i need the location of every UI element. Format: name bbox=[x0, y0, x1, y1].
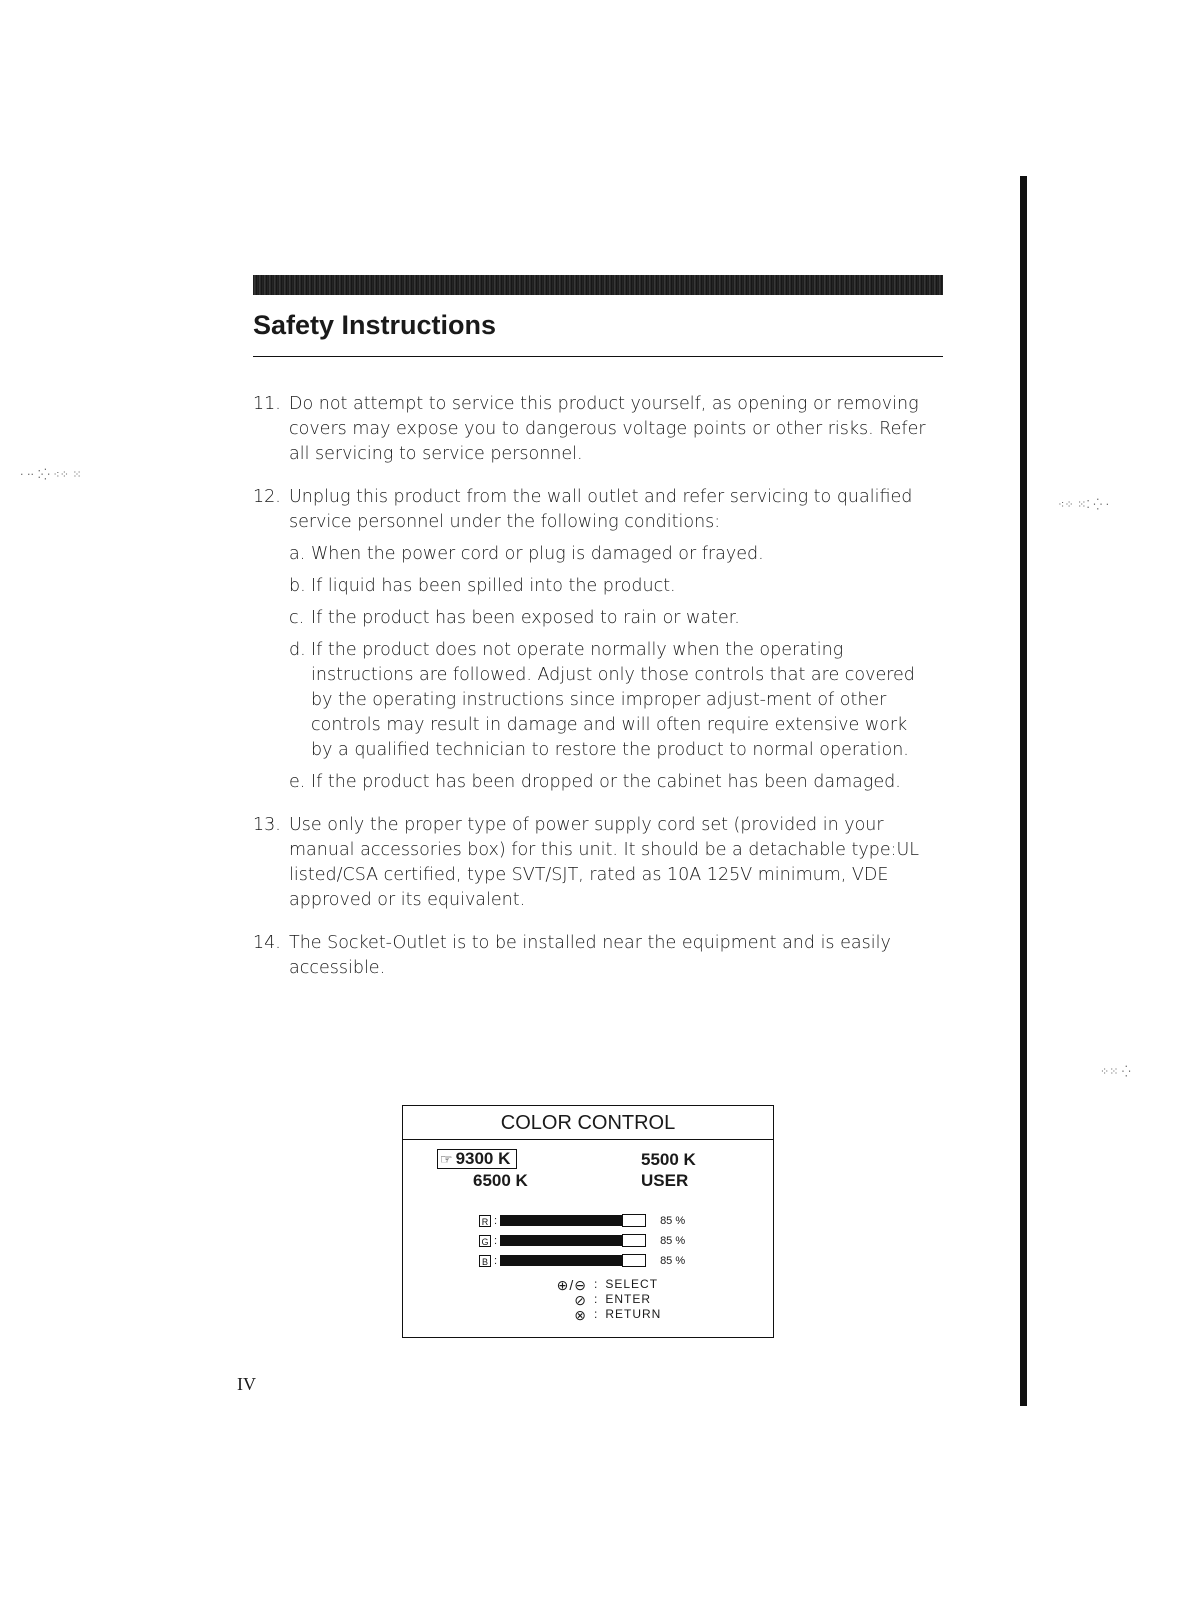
level-bar-handle bbox=[622, 1254, 646, 1267]
item-text: Use only the proper type of power supply cord set (provided in your manual accessories box) for this unit. It should be a detachable type:UL listed/CSA certified, type SVT/SJT, rated as 10A 125V minimum, VDE approved or its equivalent. bbox=[289, 815, 920, 910]
instruction-item bbox=[253, 392, 933, 467]
osd-option-user: USER bbox=[641, 1171, 689, 1190]
osd-option-6500k: 6500 K bbox=[473, 1171, 528, 1190]
osd-option-5500k: 5500 K bbox=[641, 1150, 696, 1169]
sub-item-text: If the product has been dropped or the cabinet has been damaged. bbox=[311, 772, 901, 792]
instruction-item bbox=[253, 485, 933, 795]
channel-row-green: G : 85 % bbox=[479, 1233, 685, 1248]
level-percent: 85 % bbox=[660, 1254, 686, 1267]
instructions-list bbox=[253, 392, 933, 999]
level-bar-handle bbox=[622, 1214, 646, 1227]
item-number: 14. bbox=[253, 933, 281, 953]
channel-row-blue: B : 85 % bbox=[479, 1253, 685, 1268]
sub-item bbox=[289, 542, 933, 567]
scan-binding-edge bbox=[1020, 176, 1027, 1406]
help-select: ⊕/⊖ : SELECT bbox=[523, 1277, 658, 1294]
sub-item-letter: b. bbox=[289, 576, 306, 596]
level-bar-fill bbox=[500, 1215, 624, 1226]
help-enter: ⊘ : ENTER bbox=[523, 1292, 651, 1309]
channel-label: B bbox=[479, 1255, 491, 1267]
channel-label: R bbox=[479, 1215, 491, 1227]
sub-item-letter: e. bbox=[289, 772, 306, 792]
sub-item-letter: a. bbox=[289, 544, 306, 564]
plus-minus-icon: ⊕/⊖ bbox=[556, 1277, 587, 1293]
hand-pointer-icon: ☞ bbox=[440, 1151, 453, 1167]
item-number: 11. bbox=[253, 394, 281, 414]
level-percent: 85 % bbox=[660, 1234, 686, 1247]
sub-item bbox=[289, 606, 933, 631]
item-number: 12. bbox=[253, 487, 281, 507]
item-text: Do not attempt to service this product yourself, as opening or removing covers may expose you to dangerous voltage points or other risks. Refer all servicing to service personnel. bbox=[289, 394, 926, 464]
page-title: Safety Instructions bbox=[253, 310, 497, 340]
sub-item-letter: d. bbox=[289, 640, 306, 660]
osd-option-9300k-selected: ☞ 9300 K bbox=[437, 1149, 517, 1169]
sub-item-text: If the product does not operate normally when the operating instructions are followed. Adjust only those controls that are covered by the operating instructions since improper adjust-ment of other controls may result in damage and will often require extensive work by a qualified technician to restore the product to normal operation. bbox=[311, 640, 915, 760]
help-return: ⊗ : RETURN bbox=[523, 1307, 661, 1324]
instruction-item bbox=[253, 813, 933, 913]
color-control-osd-diagram bbox=[402, 1105, 774, 1338]
title-divider bbox=[253, 356, 943, 357]
sub-item-text: If liquid has been spilled into the product. bbox=[311, 576, 676, 596]
level-bar-fill bbox=[500, 1235, 624, 1246]
page-number: IV bbox=[237, 1374, 256, 1394]
item-number: 13. bbox=[253, 815, 281, 835]
section-header-bar bbox=[253, 275, 943, 295]
sub-item-letter: c. bbox=[289, 608, 305, 628]
level-bar-handle bbox=[622, 1234, 646, 1247]
item-text: The Socket-Outlet is to be installed near the equipment and is easily accessible. bbox=[289, 933, 891, 978]
return-icon: ⊗ bbox=[574, 1307, 587, 1323]
osd-title: COLOR CONTROL bbox=[403, 1106, 773, 1140]
level-bar bbox=[500, 1255, 646, 1266]
sub-item-text: If the product has been exposed to rain or water. bbox=[311, 608, 740, 628]
sub-item bbox=[289, 574, 933, 599]
level-percent: 85 % bbox=[660, 1214, 686, 1227]
scan-artifact: ⁘⁙ ⁛ bbox=[1100, 1065, 1131, 1078]
sub-item bbox=[289, 638, 933, 763]
instruction-item bbox=[253, 931, 933, 981]
sub-item bbox=[289, 770, 933, 795]
enter-icon: ⊘ bbox=[574, 1292, 587, 1308]
item-text: Unplug this product from the wall outlet and refer servicing to qualified service personnel under the following conditions: bbox=[289, 487, 913, 532]
channel-row-red: R : 85 % bbox=[479, 1213, 685, 1228]
level-bar bbox=[500, 1215, 646, 1226]
channel-label: G bbox=[479, 1235, 491, 1247]
scan-artifact: · ·· ⁚⁛ ⁖⁘ ⁙ bbox=[20, 468, 82, 481]
level-bar bbox=[500, 1235, 646, 1246]
sub-item-text: When the power cord or plug is damaged or frayed. bbox=[311, 544, 764, 564]
scan-artifact: ⁖⁘ ⁙⁚ ⁛ · bbox=[1058, 498, 1110, 511]
level-bar-fill bbox=[500, 1255, 624, 1266]
